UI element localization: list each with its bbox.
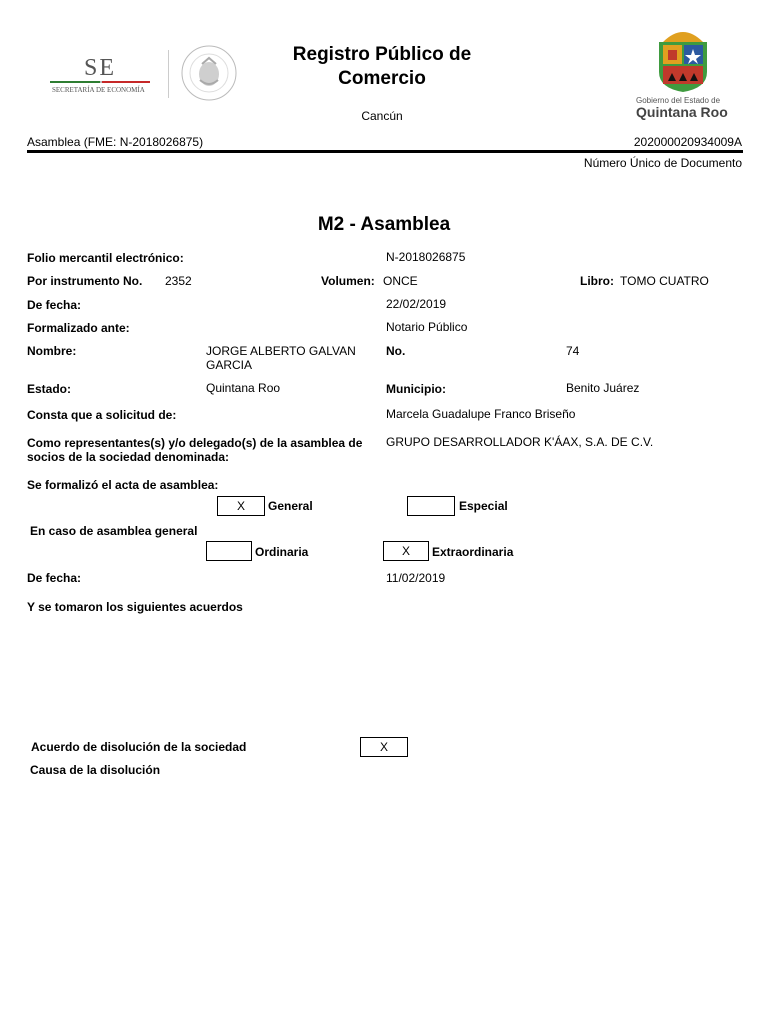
nombre-value: JORGE ALBERTO GALVAN GARCIA	[206, 344, 356, 372]
causa-label: Causa de la disolución	[30, 763, 161, 777]
folio-label: Folio mercantil electrónico:	[27, 251, 184, 265]
fecha-label: De fecha:	[27, 298, 82, 312]
extraordinaria-checkbox: X	[383, 541, 429, 561]
fecha2-label: De fecha:	[27, 571, 82, 585]
formalizado-value: Notario Público	[386, 320, 468, 334]
header-rule	[27, 150, 743, 153]
formalizo-label: Se formalizó el acta de asamblea:	[27, 478, 219, 492]
representantes-value: GRUPO DESARROLLADOR K'ÁAX, S.A. DE C.V.	[386, 435, 654, 449]
ordinaria-label: Ordinaria	[255, 545, 309, 559]
se-logo-text: SE	[84, 55, 117, 81]
acuerdos-label: Y se tomaron los siguientes acuerdos	[27, 600, 243, 614]
disolucion-label: Acuerdo de disolución de la sociedad	[31, 740, 247, 754]
consta-value: Marcela Guadalupe Franco Briseño	[386, 407, 576, 421]
volumen-value: ONCE	[383, 274, 418, 288]
national-seal-icon	[178, 44, 240, 102]
city-label: Cancún	[361, 109, 403, 123]
formalizado-label: Formalizado ante:	[27, 321, 130, 335]
se-logo-stripe-green	[50, 81, 100, 83]
logo-divider	[168, 50, 169, 98]
especial-checkbox	[407, 496, 455, 516]
nombre-label: Nombre:	[27, 344, 77, 358]
registry-title-line1: Registro Público de	[292, 44, 472, 65]
estado-value: Quintana Roo	[206, 381, 281, 395]
consta-label: Consta que a solicitud de:	[27, 408, 177, 422]
fecha-value: 22/02/2019	[386, 297, 447, 311]
disolucion-checkbox: X	[360, 737, 408, 757]
extraordinaria-label: Extraordinaria	[432, 545, 514, 559]
document-number-label: Número Único de Documento	[583, 156, 742, 170]
instrumento-label: Por instrumento No.	[27, 274, 143, 288]
libro-label: Libro:	[580, 274, 614, 288]
gov-shield-icon	[655, 26, 711, 94]
representantes-label: Como representantes(s) y/o delegado(s) de la asamblea de socios de la sociedad denominada:	[27, 436, 363, 464]
libro-value: TOMO CUATRO	[620, 274, 709, 288]
folio-value: N-2018026875	[386, 250, 466, 264]
general-checkbox: X	[217, 496, 265, 516]
general-label: General	[268, 499, 313, 513]
registry-title-line2: Comercio	[338, 68, 426, 89]
caso-label: En caso de asamblea general	[30, 524, 198, 538]
ordinaria-checkbox	[206, 541, 252, 561]
especial-label: Especial	[459, 499, 508, 513]
se-logo-subtitle: SECRETARÍA DE ECONOMÍA	[52, 86, 145, 94]
instrumento-value: 2352	[165, 274, 192, 288]
no-value: 74	[566, 344, 580, 358]
volumen-label: Volumen:	[321, 274, 375, 288]
form-heading: M2 - Asamblea	[317, 214, 451, 235]
no-label: No.	[386, 344, 406, 358]
municipio-value: Benito Juárez	[566, 381, 640, 395]
gov-logo-line1: Gobierno del Estado de	[636, 96, 721, 105]
se-logo-stripe-red	[102, 81, 150, 83]
fme-reference: Asamblea (FME: N-2018026875)	[27, 135, 204, 149]
estado-label: Estado:	[27, 382, 72, 396]
fecha2-value: 11/02/2019	[386, 571, 446, 585]
document-number: 202000020934009A	[633, 135, 742, 149]
gov-logo-line2: Quintana Roo	[636, 104, 728, 120]
municipio-label: Municipio:	[386, 382, 446, 396]
